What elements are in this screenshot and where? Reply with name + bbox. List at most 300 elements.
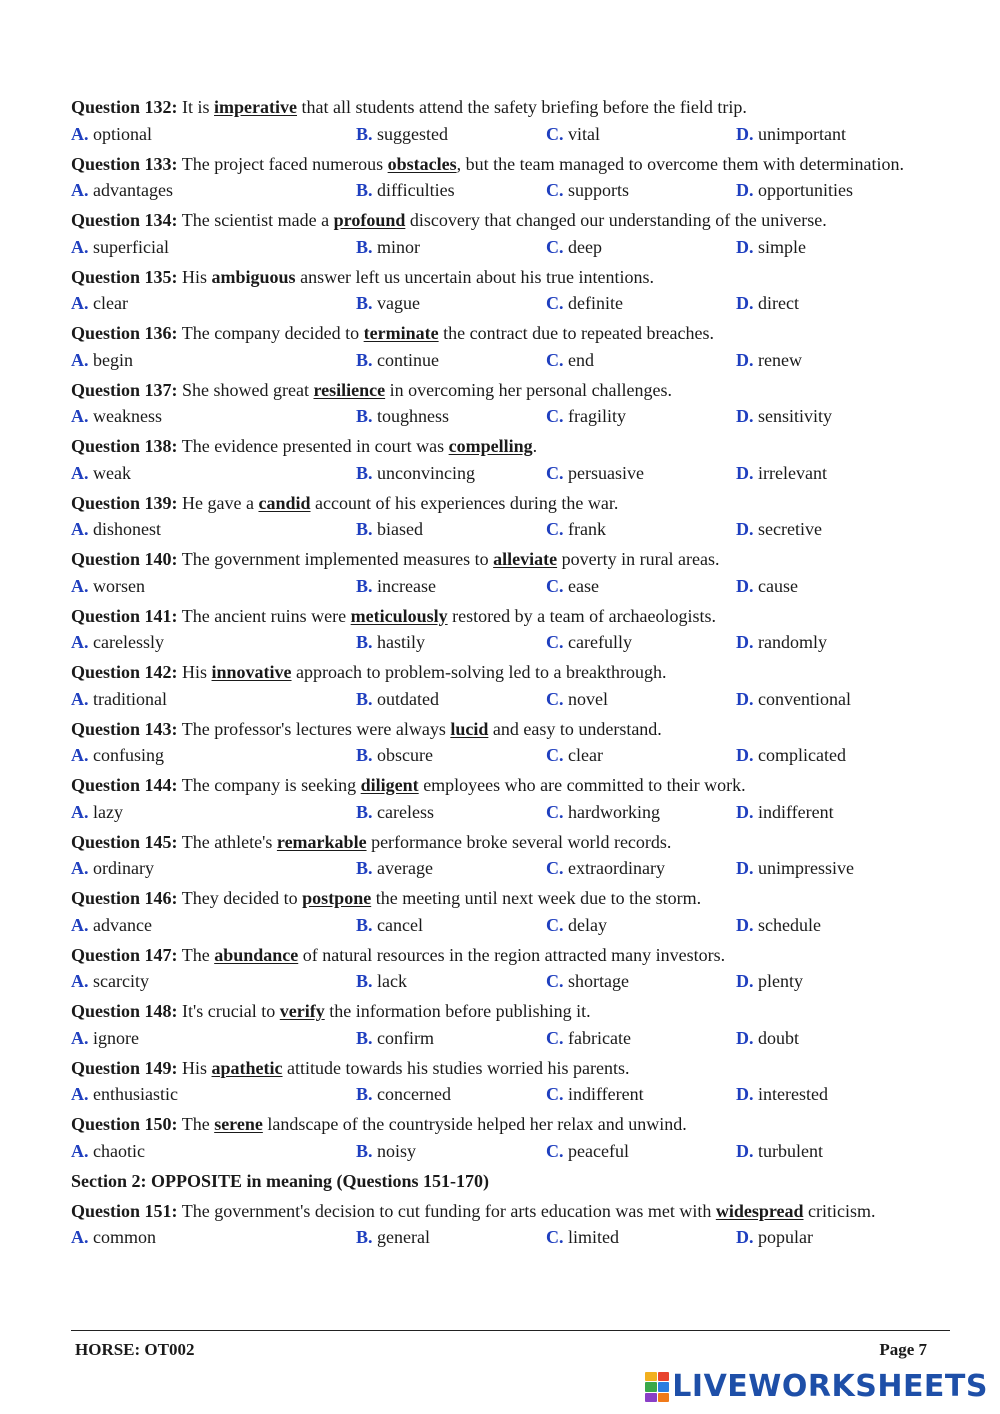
question-block bbox=[71, 207, 941, 260]
option-text: extraordinary bbox=[568, 858, 665, 878]
option-text: end bbox=[568, 349, 594, 370]
question-stem bbox=[71, 1198, 941, 1225]
option-text: lack bbox=[377, 971, 407, 991]
option-a[interactable] bbox=[71, 912, 356, 939]
option-letter: B. bbox=[356, 406, 373, 426]
question-stem bbox=[71, 94, 941, 121]
option-text: interested bbox=[758, 1084, 828, 1104]
worksheet-content bbox=[71, 94, 941, 1254]
option-letter: A. bbox=[71, 180, 89, 200]
question-text-after: in overcoming her personal challenges. bbox=[385, 379, 673, 400]
answer-options bbox=[71, 290, 941, 317]
option-b[interactable] bbox=[356, 855, 546, 882]
option-text: begin bbox=[93, 349, 133, 370]
question-block bbox=[71, 603, 941, 656]
question-block bbox=[71, 433, 941, 486]
option-text: toughness bbox=[377, 406, 450, 426]
question-keyword: obstacles bbox=[387, 153, 457, 174]
question-keyword: ambiguous bbox=[211, 266, 296, 287]
question-text-after: employees who are committed to their work. bbox=[418, 775, 746, 795]
option-d[interactable] bbox=[736, 460, 936, 487]
option-text: advantages bbox=[93, 180, 173, 200]
option-c[interactable] bbox=[546, 968, 736, 995]
option-letter: C. bbox=[546, 349, 564, 370]
option-a[interactable] bbox=[71, 121, 356, 148]
option-letter: A. bbox=[71, 236, 89, 257]
option-text: indifferent bbox=[568, 1084, 644, 1104]
option-a[interactable] bbox=[71, 290, 356, 317]
question-text-before: The bbox=[181, 944, 215, 965]
option-a[interactable] bbox=[71, 177, 356, 204]
answer-options bbox=[71, 1025, 941, 1052]
option-letter: A. bbox=[71, 519, 89, 539]
option-text: shortage bbox=[568, 971, 629, 991]
option-c[interactable] bbox=[546, 573, 736, 600]
option-c[interactable] bbox=[546, 1081, 736, 1108]
option-text: average bbox=[377, 858, 433, 878]
question-keyword: alleviate bbox=[493, 549, 558, 569]
option-letter: B. bbox=[356, 1084, 373, 1104]
option-text: noisy bbox=[377, 1140, 417, 1161]
option-text: difficulties bbox=[377, 180, 455, 200]
option-d[interactable] bbox=[736, 912, 936, 939]
option-letter: A. bbox=[71, 349, 89, 370]
option-letter: A. bbox=[71, 858, 89, 878]
option-text: supports bbox=[568, 180, 630, 200]
question-block bbox=[71, 1198, 941, 1251]
question-keyword: abundance bbox=[214, 944, 299, 965]
question-stem bbox=[71, 829, 941, 856]
option-letter: D. bbox=[736, 1227, 754, 1247]
option-b[interactable] bbox=[356, 234, 546, 261]
option-text: deep bbox=[568, 236, 602, 257]
option-text: weakness bbox=[93, 406, 162, 426]
question-text-after: the meeting until next week due to the storm. bbox=[371, 888, 702, 908]
question-text-after: the information before publishing it. bbox=[324, 1001, 591, 1021]
option-b[interactable] bbox=[356, 1224, 546, 1251]
option-b[interactable] bbox=[356, 516, 546, 543]
question-block bbox=[71, 264, 941, 317]
option-letter: A. bbox=[71, 293, 89, 313]
option-d[interactable] bbox=[736, 1081, 936, 1108]
option-letter: D. bbox=[736, 519, 754, 539]
option-d[interactable] bbox=[736, 347, 936, 374]
option-letter: D. bbox=[736, 575, 754, 596]
option-text: worsen bbox=[93, 575, 145, 596]
option-d[interactable] bbox=[736, 799, 936, 826]
question-stem bbox=[71, 772, 941, 799]
question-text-before: The professor's lectures were always bbox=[181, 718, 451, 739]
answer-options bbox=[71, 460, 941, 487]
option-c[interactable] bbox=[546, 516, 736, 543]
option-letter: B. bbox=[356, 1227, 373, 1247]
question-keyword: imperative bbox=[214, 97, 297, 117]
option-letter: C. bbox=[546, 462, 564, 483]
option-text: schedule bbox=[758, 914, 821, 935]
question-text-before: She showed great bbox=[182, 379, 314, 400]
question-block bbox=[71, 320, 941, 373]
option-text: persuasive bbox=[568, 462, 644, 483]
option-c[interactable] bbox=[546, 347, 736, 374]
question-text-before: They decided to bbox=[181, 888, 303, 908]
option-c[interactable] bbox=[546, 912, 736, 939]
question-text-before: The bbox=[181, 1114, 215, 1134]
option-a[interactable] bbox=[71, 347, 356, 374]
option-d[interactable] bbox=[736, 1224, 936, 1251]
option-text: turbulent bbox=[758, 1140, 823, 1161]
option-text: biased bbox=[377, 519, 423, 539]
option-text: definite bbox=[568, 293, 623, 313]
question-keyword: widespread bbox=[715, 1200, 804, 1221]
option-letter: B. bbox=[356, 123, 373, 144]
option-a[interactable] bbox=[71, 799, 356, 826]
option-text: unimpressive bbox=[758, 858, 854, 878]
option-c[interactable] bbox=[546, 121, 736, 148]
option-letter: C. bbox=[546, 1084, 564, 1104]
answer-options bbox=[71, 686, 941, 713]
option-letter: B. bbox=[356, 745, 373, 765]
option-text: direct bbox=[758, 293, 799, 313]
option-letter: D. bbox=[736, 293, 754, 313]
question-stem bbox=[71, 942, 941, 969]
option-letter: A. bbox=[71, 801, 89, 822]
option-c[interactable] bbox=[546, 1025, 736, 1052]
option-a[interactable] bbox=[71, 516, 356, 543]
question-label: Question 147: bbox=[71, 944, 178, 965]
option-letter: D. bbox=[736, 180, 754, 200]
option-c[interactable] bbox=[546, 855, 736, 882]
option-a[interactable] bbox=[71, 1138, 356, 1165]
option-letter: A. bbox=[71, 1227, 89, 1247]
option-text: ease bbox=[568, 575, 599, 596]
option-d[interactable] bbox=[736, 121, 936, 148]
option-letter: C. bbox=[546, 914, 564, 935]
answer-options bbox=[71, 516, 941, 543]
option-letter: C. bbox=[546, 858, 564, 878]
option-a[interactable] bbox=[71, 968, 356, 995]
option-c[interactable] bbox=[546, 290, 736, 317]
option-text: complicated bbox=[758, 745, 846, 765]
option-letter: D. bbox=[736, 406, 754, 426]
question-keyword: serene bbox=[214, 1114, 263, 1134]
answer-options bbox=[71, 347, 941, 374]
question-stem bbox=[71, 151, 941, 178]
question-block bbox=[71, 885, 941, 938]
option-letter: C. bbox=[546, 1027, 564, 1048]
option-letter: C. bbox=[546, 236, 564, 257]
option-text: novel bbox=[568, 688, 608, 709]
option-letter: B. bbox=[356, 801, 373, 822]
option-c[interactable] bbox=[546, 403, 736, 430]
option-letter: C. bbox=[546, 971, 564, 991]
brand-watermark[interactable] bbox=[645, 1370, 988, 1404]
option-text: general bbox=[377, 1227, 430, 1247]
option-text: randomly bbox=[758, 632, 827, 652]
option-d[interactable] bbox=[736, 686, 936, 713]
option-letter: B. bbox=[356, 971, 373, 991]
question-text-after: poverty in rural areas. bbox=[557, 549, 720, 569]
option-letter: B. bbox=[356, 462, 373, 483]
option-letter: D. bbox=[736, 1140, 754, 1161]
option-letter: C. bbox=[546, 575, 564, 596]
question-stem bbox=[71, 603, 941, 630]
answer-options bbox=[71, 1138, 941, 1165]
logo-tile bbox=[645, 1393, 657, 1402]
option-b[interactable] bbox=[356, 121, 546, 148]
option-letter: C. bbox=[546, 1140, 564, 1161]
option-letter: B. bbox=[356, 349, 373, 370]
question-text-after: performance broke several world records. bbox=[366, 831, 672, 852]
question-block bbox=[71, 942, 941, 995]
option-a[interactable] bbox=[71, 742, 356, 769]
option-letter: D. bbox=[736, 745, 754, 765]
question-text-after: discovery that changed our understanding of the universe. bbox=[405, 210, 827, 230]
option-letter: B. bbox=[356, 1140, 373, 1161]
option-text: simple bbox=[758, 236, 806, 257]
question-label: Question 135: bbox=[71, 266, 178, 287]
option-a[interactable] bbox=[71, 1025, 356, 1052]
option-letter: A. bbox=[71, 406, 89, 426]
answer-options bbox=[71, 968, 941, 995]
brand-name: LIVEWORKSHEETS bbox=[672, 1369, 988, 1404]
option-letter: B. bbox=[356, 632, 373, 652]
question-text-before: It is bbox=[182, 97, 215, 117]
option-letter: D. bbox=[736, 123, 754, 144]
option-text: lazy bbox=[93, 801, 123, 822]
option-d[interactable] bbox=[736, 742, 936, 769]
option-b[interactable] bbox=[356, 1081, 546, 1108]
option-letter: C. bbox=[546, 293, 564, 313]
question-text-before: The scientist made a bbox=[181, 210, 334, 230]
option-c[interactable] bbox=[546, 234, 736, 261]
option-d[interactable] bbox=[736, 1138, 936, 1165]
option-letter: B. bbox=[356, 293, 373, 313]
option-a[interactable] bbox=[71, 1081, 356, 1108]
option-letter: A. bbox=[71, 971, 89, 991]
question-keyword: meticulously bbox=[350, 605, 448, 626]
option-c[interactable] bbox=[546, 1138, 736, 1165]
option-text: increase bbox=[377, 575, 436, 596]
question-label: Question 151: bbox=[71, 1200, 178, 1221]
question-text-after: restored by a team of archaeologists. bbox=[447, 605, 717, 626]
question-block bbox=[71, 829, 941, 882]
question-text-before: His bbox=[182, 1057, 212, 1078]
option-c[interactable] bbox=[546, 460, 736, 487]
question-text-after: answer left us uncertain about his true intentions. bbox=[295, 266, 654, 287]
question-stem bbox=[71, 1111, 941, 1138]
question-text-after: attitude towards his studies worried his parents. bbox=[282, 1057, 630, 1078]
option-a[interactable] bbox=[71, 234, 356, 261]
question-block bbox=[71, 490, 941, 543]
question-keyword: innovative bbox=[211, 662, 292, 682]
option-text: renew bbox=[758, 349, 802, 370]
option-text: hardworking bbox=[568, 801, 660, 822]
question-text-after: . bbox=[532, 436, 538, 456]
option-b[interactable] bbox=[356, 912, 546, 939]
option-b[interactable] bbox=[356, 686, 546, 713]
option-text: scarcity bbox=[93, 971, 149, 991]
question-text-after: criticism. bbox=[803, 1200, 876, 1221]
option-text: fragility bbox=[568, 406, 626, 426]
option-text: continue bbox=[377, 349, 439, 370]
question-keyword: compelling bbox=[448, 436, 533, 456]
option-d[interactable] bbox=[736, 403, 936, 430]
option-letter: D. bbox=[736, 688, 754, 709]
question-text-before: The company decided to bbox=[181, 323, 364, 343]
answer-options bbox=[71, 742, 941, 769]
option-c[interactable] bbox=[546, 177, 736, 204]
question-text-after: , but the team managed to overcome them with determination. bbox=[456, 153, 904, 174]
question-keyword: verify bbox=[279, 1001, 325, 1021]
option-text: carefully bbox=[568, 632, 632, 652]
option-b[interactable] bbox=[356, 1025, 546, 1052]
option-text: opportunities bbox=[758, 180, 853, 200]
option-letter: C. bbox=[546, 1227, 564, 1247]
question-label: Question 144: bbox=[71, 775, 178, 795]
option-letter: B. bbox=[356, 858, 373, 878]
option-letter: D. bbox=[736, 236, 754, 257]
option-d[interactable] bbox=[736, 177, 936, 204]
option-a[interactable] bbox=[71, 573, 356, 600]
question-keyword: candid bbox=[258, 492, 311, 513]
option-a[interactable] bbox=[71, 686, 356, 713]
option-text: dishonest bbox=[93, 519, 162, 539]
question-block bbox=[71, 94, 941, 147]
question-text-before: The government's decision to cut funding for arts education was met with bbox=[181, 1200, 716, 1221]
question-text-before: The project faced numerous bbox=[181, 153, 388, 174]
question-text-before: The athlete's bbox=[181, 831, 277, 852]
option-d[interactable] bbox=[736, 234, 936, 261]
option-d[interactable] bbox=[736, 573, 936, 600]
option-letter: D. bbox=[736, 1027, 754, 1048]
option-text: unconvincing bbox=[377, 462, 475, 483]
option-letter: C. bbox=[546, 801, 564, 822]
question-text-before: His bbox=[182, 662, 212, 682]
question-stem bbox=[71, 377, 941, 404]
option-letter: C. bbox=[546, 519, 564, 539]
question-label: Question 143: bbox=[71, 718, 178, 739]
question-text-before: The evidence presented in court was bbox=[181, 436, 449, 456]
option-b[interactable] bbox=[356, 177, 546, 204]
option-text: delay bbox=[568, 914, 607, 935]
option-text: peaceful bbox=[568, 1140, 629, 1161]
option-b[interactable] bbox=[356, 1138, 546, 1165]
option-a[interactable] bbox=[71, 403, 356, 430]
option-letter: C. bbox=[546, 688, 564, 709]
option-letter: D. bbox=[736, 914, 754, 935]
option-text: confusing bbox=[93, 745, 164, 765]
option-b[interactable] bbox=[356, 968, 546, 995]
question-label: Question 138: bbox=[71, 436, 178, 456]
question-keyword: postpone bbox=[302, 888, 372, 908]
section-heading: Section 2: OPPOSITE in meaning (Questions 151-170) bbox=[71, 1170, 490, 1191]
question-keyword: diligent bbox=[360, 775, 419, 795]
option-text: outdated bbox=[377, 688, 439, 709]
option-letter: C. bbox=[546, 123, 564, 144]
option-c[interactable] bbox=[546, 686, 736, 713]
option-a[interactable] bbox=[71, 460, 356, 487]
option-d[interactable] bbox=[736, 1025, 936, 1052]
question-block bbox=[71, 377, 941, 430]
answer-options bbox=[71, 799, 941, 826]
option-b[interactable] bbox=[356, 347, 546, 374]
option-letter: A. bbox=[71, 123, 89, 144]
option-a[interactable] bbox=[71, 629, 356, 656]
option-b[interactable] bbox=[356, 799, 546, 826]
option-b[interactable] bbox=[356, 290, 546, 317]
option-text: advance bbox=[93, 914, 152, 935]
option-letter: C. bbox=[546, 745, 564, 765]
option-text: popular bbox=[758, 1227, 813, 1247]
option-letter: D. bbox=[736, 632, 754, 652]
question-text-before: The government implemented measures to bbox=[181, 549, 494, 569]
option-b[interactable] bbox=[356, 403, 546, 430]
option-text: concerned bbox=[377, 1084, 451, 1104]
question-text-before: It's crucial to bbox=[182, 1001, 280, 1021]
option-text: weak bbox=[93, 462, 131, 483]
question-label: Question 141: bbox=[71, 605, 178, 626]
option-letter: B. bbox=[356, 914, 373, 935]
question-stem bbox=[71, 659, 941, 686]
option-c[interactable] bbox=[546, 799, 736, 826]
option-c[interactable] bbox=[546, 1224, 736, 1251]
question-label: Question 149: bbox=[71, 1057, 178, 1078]
question-label: Question 139: bbox=[71, 492, 178, 513]
option-b[interactable] bbox=[356, 573, 546, 600]
question-block bbox=[71, 716, 941, 769]
question-keyword: apathetic bbox=[211, 1057, 283, 1078]
option-d[interactable] bbox=[736, 629, 936, 656]
question-keyword: profound bbox=[333, 210, 406, 230]
option-a[interactable] bbox=[71, 855, 356, 882]
option-text: cause bbox=[758, 575, 798, 596]
question-keyword: resilience bbox=[313, 379, 386, 400]
option-letter: C. bbox=[546, 632, 564, 652]
option-letter: A. bbox=[71, 688, 89, 709]
option-b[interactable] bbox=[356, 742, 546, 769]
question-label: Question 133: bbox=[71, 153, 178, 174]
option-d[interactable] bbox=[736, 855, 936, 882]
footer-code: HORSE: OT002 bbox=[75, 1340, 195, 1359]
option-text: plenty bbox=[758, 971, 803, 991]
option-letter: A. bbox=[71, 1027, 89, 1048]
option-b[interactable] bbox=[356, 460, 546, 487]
option-text: unimportant bbox=[758, 123, 846, 144]
option-b[interactable] bbox=[356, 629, 546, 656]
question-label: Question 150: bbox=[71, 1114, 178, 1134]
logo-tile bbox=[645, 1382, 657, 1391]
question-text-before: The company is seeking bbox=[181, 775, 361, 795]
option-a[interactable] bbox=[71, 1224, 356, 1251]
option-c[interactable] bbox=[546, 742, 736, 769]
option-letter: B. bbox=[356, 180, 373, 200]
option-text: vital bbox=[568, 123, 600, 144]
option-d[interactable] bbox=[736, 516, 936, 543]
answer-options bbox=[71, 177, 941, 204]
question-block bbox=[71, 151, 941, 204]
option-d[interactable] bbox=[736, 968, 936, 995]
option-text: common bbox=[93, 1227, 156, 1247]
question-stem bbox=[71, 885, 941, 912]
question-stem bbox=[71, 546, 941, 573]
option-text: hastily bbox=[377, 632, 426, 652]
option-c[interactable] bbox=[546, 629, 736, 656]
option-d[interactable] bbox=[736, 290, 936, 317]
question-block bbox=[71, 772, 941, 825]
answer-options bbox=[71, 573, 941, 600]
question-label: Question 137: bbox=[71, 379, 178, 400]
option-letter: A. bbox=[71, 914, 89, 935]
